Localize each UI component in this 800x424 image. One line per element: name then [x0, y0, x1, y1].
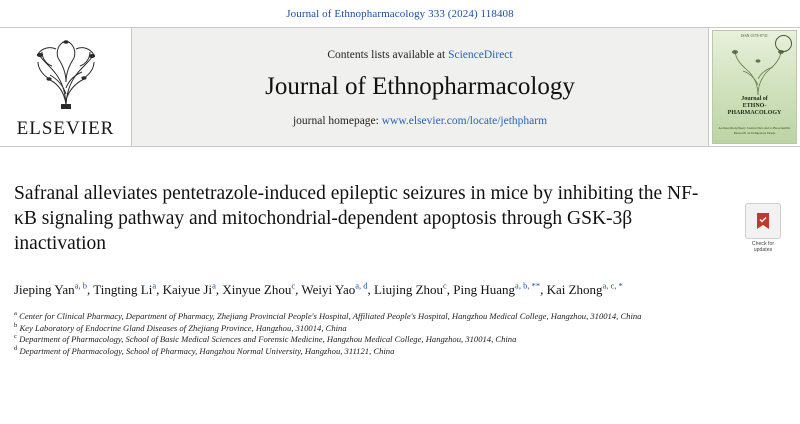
author-item[interactable]: [93, 282, 156, 297]
author-name: Jieping Yan: [14, 282, 75, 297]
author-separator: ,: [156, 282, 163, 297]
author-affiliation-marks: a: [212, 280, 216, 291]
cover-subtitle: An Interdisciplinary Journal Devoted to Bioscientific Research on Indigenous Drugs: [718, 126, 791, 135]
crossmark-label-line2: updates: [753, 247, 773, 253]
author-item[interactable]: [222, 282, 295, 297]
author-affiliation-marks: a, d: [355, 280, 368, 291]
author-item[interactable]: [374, 282, 447, 297]
journal-running-head: Journal of Ethnopharmacology 333 (2024) 118408: [286, 8, 514, 20]
article-header: [0, 181, 800, 357]
crossmark-badge[interactable]: [740, 203, 786, 253]
affiliation-item: [14, 334, 786, 346]
affiliation-text: Center for Clinical Pharmacy, Department of Pharmacy, Zhejiang Provincial People's Hospital, Affiliated People's Hospital, Hangzhou Medical College, Hangzhou, 310014, China: [19, 311, 642, 321]
sciencedirect-link[interactable]: ScienceDirect: [448, 49, 513, 61]
crossmark-label-line1: Check for: [751, 241, 775, 247]
affiliation-text: Department of Pharmacology, School of Basic Medical Sciences and Forensic Medicine, Hangzhou Medical College, Hangzhou, 310014, China: [19, 334, 517, 345]
cover-name-line-2: ETHNO-: [742, 103, 767, 109]
author-item[interactable]: [163, 282, 216, 297]
author-item[interactable]: [547, 282, 623, 297]
author-affiliation-marks: c: [291, 280, 296, 291]
author-item[interactable]: [453, 282, 540, 297]
author-name: Weiyi Yao: [301, 282, 356, 297]
affiliation-list: [14, 311, 786, 357]
masthead-center: [132, 28, 708, 146]
author-name: Ping Huang: [453, 282, 516, 297]
author-affiliation-marks: a, b, **: [515, 280, 541, 291]
author-separator: ,: [367, 282, 375, 297]
crossmark-label: [740, 241, 786, 253]
affiliation-mark: a: [14, 310, 17, 318]
author-name: Xinyue Zhou: [222, 282, 292, 297]
journal-homepage-link[interactable]: www.elsevier.com/locate/jethpharm: [381, 115, 548, 127]
contents-prefix: Contents lists available at: [327, 49, 449, 61]
affiliation-mark: c: [14, 333, 17, 341]
homepage-prefix: journal homepage:: [292, 115, 382, 127]
crossmark-icon: [745, 203, 781, 239]
elsevier-tree-icon: [28, 32, 104, 118]
affiliation-text: Department of Pharmacology, School of Pharmacy, Hangzhou Normal University, Hangzhou, 311121, China: [19, 345, 395, 356]
affiliation-item: [14, 346, 786, 358]
author-separator: ,: [86, 282, 94, 297]
elsevier-logo: [0, 28, 132, 146]
journal-cover-image: [712, 30, 797, 144]
author-affiliation-marks: a, b: [74, 280, 87, 291]
journal-cover-thumbnail: [708, 28, 800, 146]
author-affiliation-marks: a: [152, 280, 157, 291]
author-separator: ,: [295, 282, 302, 297]
affiliation-mark: d: [14, 344, 18, 352]
cover-journal-name: [713, 96, 796, 117]
author-item[interactable]: [14, 282, 87, 297]
author-name: Tingting Li: [93, 282, 153, 297]
author-name: Liujing Zhou: [374, 282, 444, 297]
cover-issn-line: ISSN 0378-8741: [740, 34, 769, 38]
author-separator: ,: [446, 282, 454, 297]
affiliation-text: Key Laboratory of Endocrine Gland Diseases of Zhejiang Province, Hangzhou, 310014, China: [19, 322, 347, 333]
author-item[interactable]: [301, 282, 367, 297]
cover-name-line-1: Journal of: [741, 96, 768, 102]
author-affiliation-marks: c: [443, 280, 447, 291]
author-affiliation-marks: a, c, *: [602, 280, 623, 291]
article-title: Safranal alleviates pentetrazole-induced epileptic seizures in mice by inhibiting the NF-κB signaling pathway and mitochondrial-dependent apoptosis through GSK-3β inactivation: [14, 183, 699, 254]
affiliation-item: [14, 323, 786, 335]
elsevier-wordmark: ELSEVIER: [16, 118, 115, 139]
author-name: Kaiyue Ji: [162, 282, 213, 297]
affiliation-mark: b: [14, 321, 18, 329]
cover-name-line-3: PHARMACOLOGY: [727, 110, 782, 116]
journal-homepage-line: [293, 115, 547, 127]
journal-masthead: [0, 27, 800, 147]
author-separator: ,: [540, 282, 547, 297]
author-separator: ,: [215, 282, 223, 297]
author-name: Kai Zhong: [546, 282, 603, 297]
affiliation-item: [14, 311, 786, 323]
journal-title: Journal of Ethnopharmacology: [265, 73, 575, 100]
contents-available-line: [327, 49, 512, 61]
author-list: [14, 280, 746, 299]
